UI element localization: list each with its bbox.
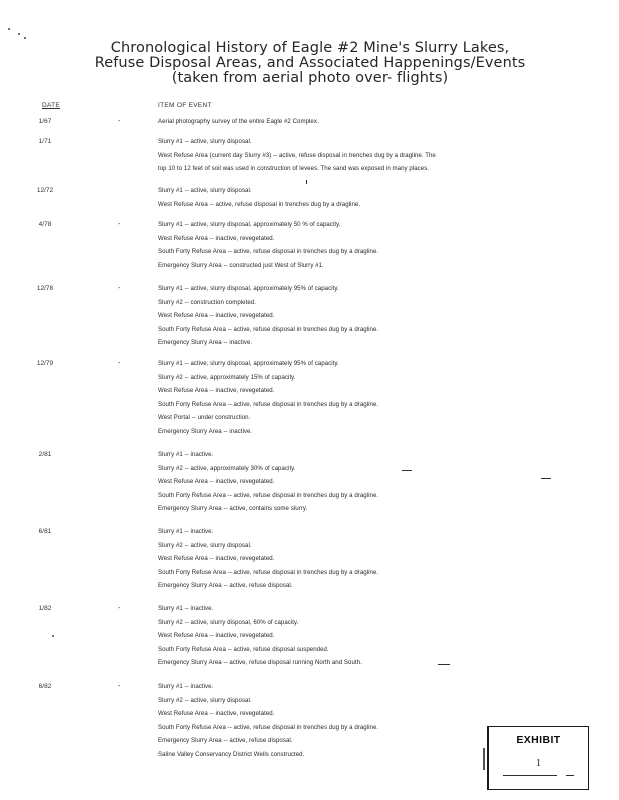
scan-speck (8, 28, 10, 30)
event-item-line: Slurry #1 -- active, slurry disposal, approximately 95% of capacity. (158, 285, 339, 292)
event-item-line: Emergency Slurry Area -- inactive. (158, 339, 253, 347)
exhibit-number: 1 (536, 758, 541, 769)
event-item-line: Slurry #1 -- inactive. (158, 605, 214, 612)
event-dash: - (118, 118, 121, 125)
event-item-line: West Refuse Area -- inactive, revegetated. (158, 478, 275, 486)
event-date: 6/81 (38, 528, 52, 535)
exhibit-tab-edge (483, 748, 485, 770)
column-header-item: ITEM OF EVENT (158, 102, 212, 109)
event-dash: - (118, 605, 121, 612)
event-item-line: West Refuse Area -- inactive, revegetated. (158, 312, 275, 320)
stray-mark (306, 180, 307, 184)
event-dash: - (118, 360, 121, 367)
exhibit-signature-line (503, 775, 557, 776)
event-item-line: Emergency Slurry Area -- active, refuse disposal. (158, 582, 293, 590)
event-date: 6/82 (38, 683, 52, 690)
event-item-line: Slurry #2 -- active, slurry disposal. (158, 696, 252, 704)
title-line-3: (taken from aerial photo over- flights) (171, 70, 449, 86)
event-item-line: West Refuse Area -- inactive, revegetated. (158, 555, 275, 563)
event-dash: - (118, 221, 121, 228)
event-item-line: Slurry #1 -- active, slurry disposal, approximately 50 % of capacity. (158, 221, 341, 228)
title-line-1: Chronological History of Eagle #2 Mine's Slurry Lakes, (110, 40, 510, 56)
event-item-line: top 10 to 12 feet of soil was used in construction of levees. The sand was exposed in many places. (158, 165, 430, 173)
column-header-date: DATE (42, 102, 61, 109)
event-item-line: West Refuse Area -- inactive, revegetated. (158, 234, 275, 242)
exhibit-label: EXHIBIT (516, 734, 561, 746)
event-item-line: Saline Valley Conservancy District Wells constructed. (158, 751, 305, 758)
event-item-line: South Forty Refuse Area -- active, refuse disposal in trenches dug by a dragline. (158, 723, 379, 731)
event-item-line: Slurry #2 -- active, approximately 15% of capacity. (158, 373, 296, 381)
event-item-line: South Forty Refuse Area -- active, refuse disposal suspended. (158, 645, 329, 653)
event-item-line: Slurry #2 -- construction completed. (158, 298, 256, 306)
event-item-line: Slurry #1 -- active, slurry disposal. (158, 138, 252, 145)
event-date: 12/78 (36, 285, 54, 292)
event-item-line: Aerial photography survey of the entire Eagle #2 Complex. (158, 118, 319, 125)
event-item-line: Slurry #2 -- active, slurry disposal, 60% of capacity. (158, 618, 299, 626)
event-item-line: Emergency Slurry Area -- active, contains some slurry. (158, 505, 308, 513)
event-date: 1/67 (38, 118, 52, 125)
stray-mark (402, 470, 412, 471)
event-item-line: West Refuse Area -- inactive, revegetated. (158, 710, 275, 718)
event-item-line: South Forty Refuse Area -- active, refuse disposal in trenches dug by a dragline. (158, 325, 379, 333)
event-item-line: South Forty Refuse Area -- active, refuse disposal in trenches dug by a dragline. (158, 248, 379, 256)
event-item-line: Emergency Slurry Area -- active, refuse disposal. (158, 737, 293, 745)
event-item-line: West Refuse Area (current day Slurry #3) -- active, refuse disposal in trenches dug by a dragline. The (158, 151, 436, 159)
event-date: 1/71 (38, 138, 52, 145)
stray-mark (438, 664, 450, 665)
event-item-line: West Portal -- under construction. (158, 414, 251, 422)
exhibit-sticker (487, 726, 589, 790)
event-item-line: Slurry #1 -- inactive. (158, 528, 214, 535)
document-title (70, 41, 550, 86)
scan-speck (52, 635, 54, 637)
event-item-line: South Forty Refuse Area -- active, refuse disposal in trenches dug by a dragline. (158, 400, 379, 408)
event-date: 1/82 (38, 605, 52, 612)
event-dash: - (118, 285, 121, 292)
event-date: 4/78 (38, 221, 52, 228)
event-item-line: West Refuse Area -- inactive, revegetated. (158, 632, 275, 640)
stray-mark (541, 478, 551, 479)
event-item-line: Slurry #1 -- inactive. (158, 451, 214, 458)
event-item-line: Emergency Slurry Area -- inactive. (158, 428, 253, 435)
event-date: 12/72 (36, 187, 54, 194)
event-item-line: Slurry #2 -- active, slurry disposal. (158, 541, 252, 549)
event-item-line: West Refuse Area -- inactive, revegetated. (158, 387, 275, 395)
event-item-line: Slurry #2 -- active, approximately 30% of capacity. (158, 464, 296, 472)
event-item-line: Slurry #1 -- inactive. (158, 683, 214, 690)
event-item-line: Emergency Slurry Area -- constructed just West of Slurry #1. (158, 261, 324, 269)
event-item-line: Emergency Slurry Area -- active, refuse disposal running North and South. (158, 659, 362, 667)
event-item-line: Slurry #1 -- active, slurry disposal. (158, 187, 252, 194)
scan-speck (18, 33, 20, 35)
event-date: 12/79 (36, 360, 54, 367)
event-date: 2/81 (38, 451, 52, 458)
event-item-line: Slurry #1 -- active, slurry disposal, approximately 95% of capacity. (158, 360, 339, 367)
title-line-2: Refuse Disposal Areas, and Associated Happenings/Events (94, 55, 526, 71)
event-item-line: West Refuse Area -- active, refuse disposal in trenches dug by a dragline. (158, 200, 361, 208)
event-item-line: South Forty Refuse Area -- active, refuse disposal in trenches dug by a dragline. (158, 568, 379, 576)
event-dash: - (118, 683, 121, 690)
event-item-line: South Forty Refuse Area -- active, refuse disposal in trenches dug by a dragline. (158, 491, 379, 499)
scan-speck (24, 37, 26, 39)
